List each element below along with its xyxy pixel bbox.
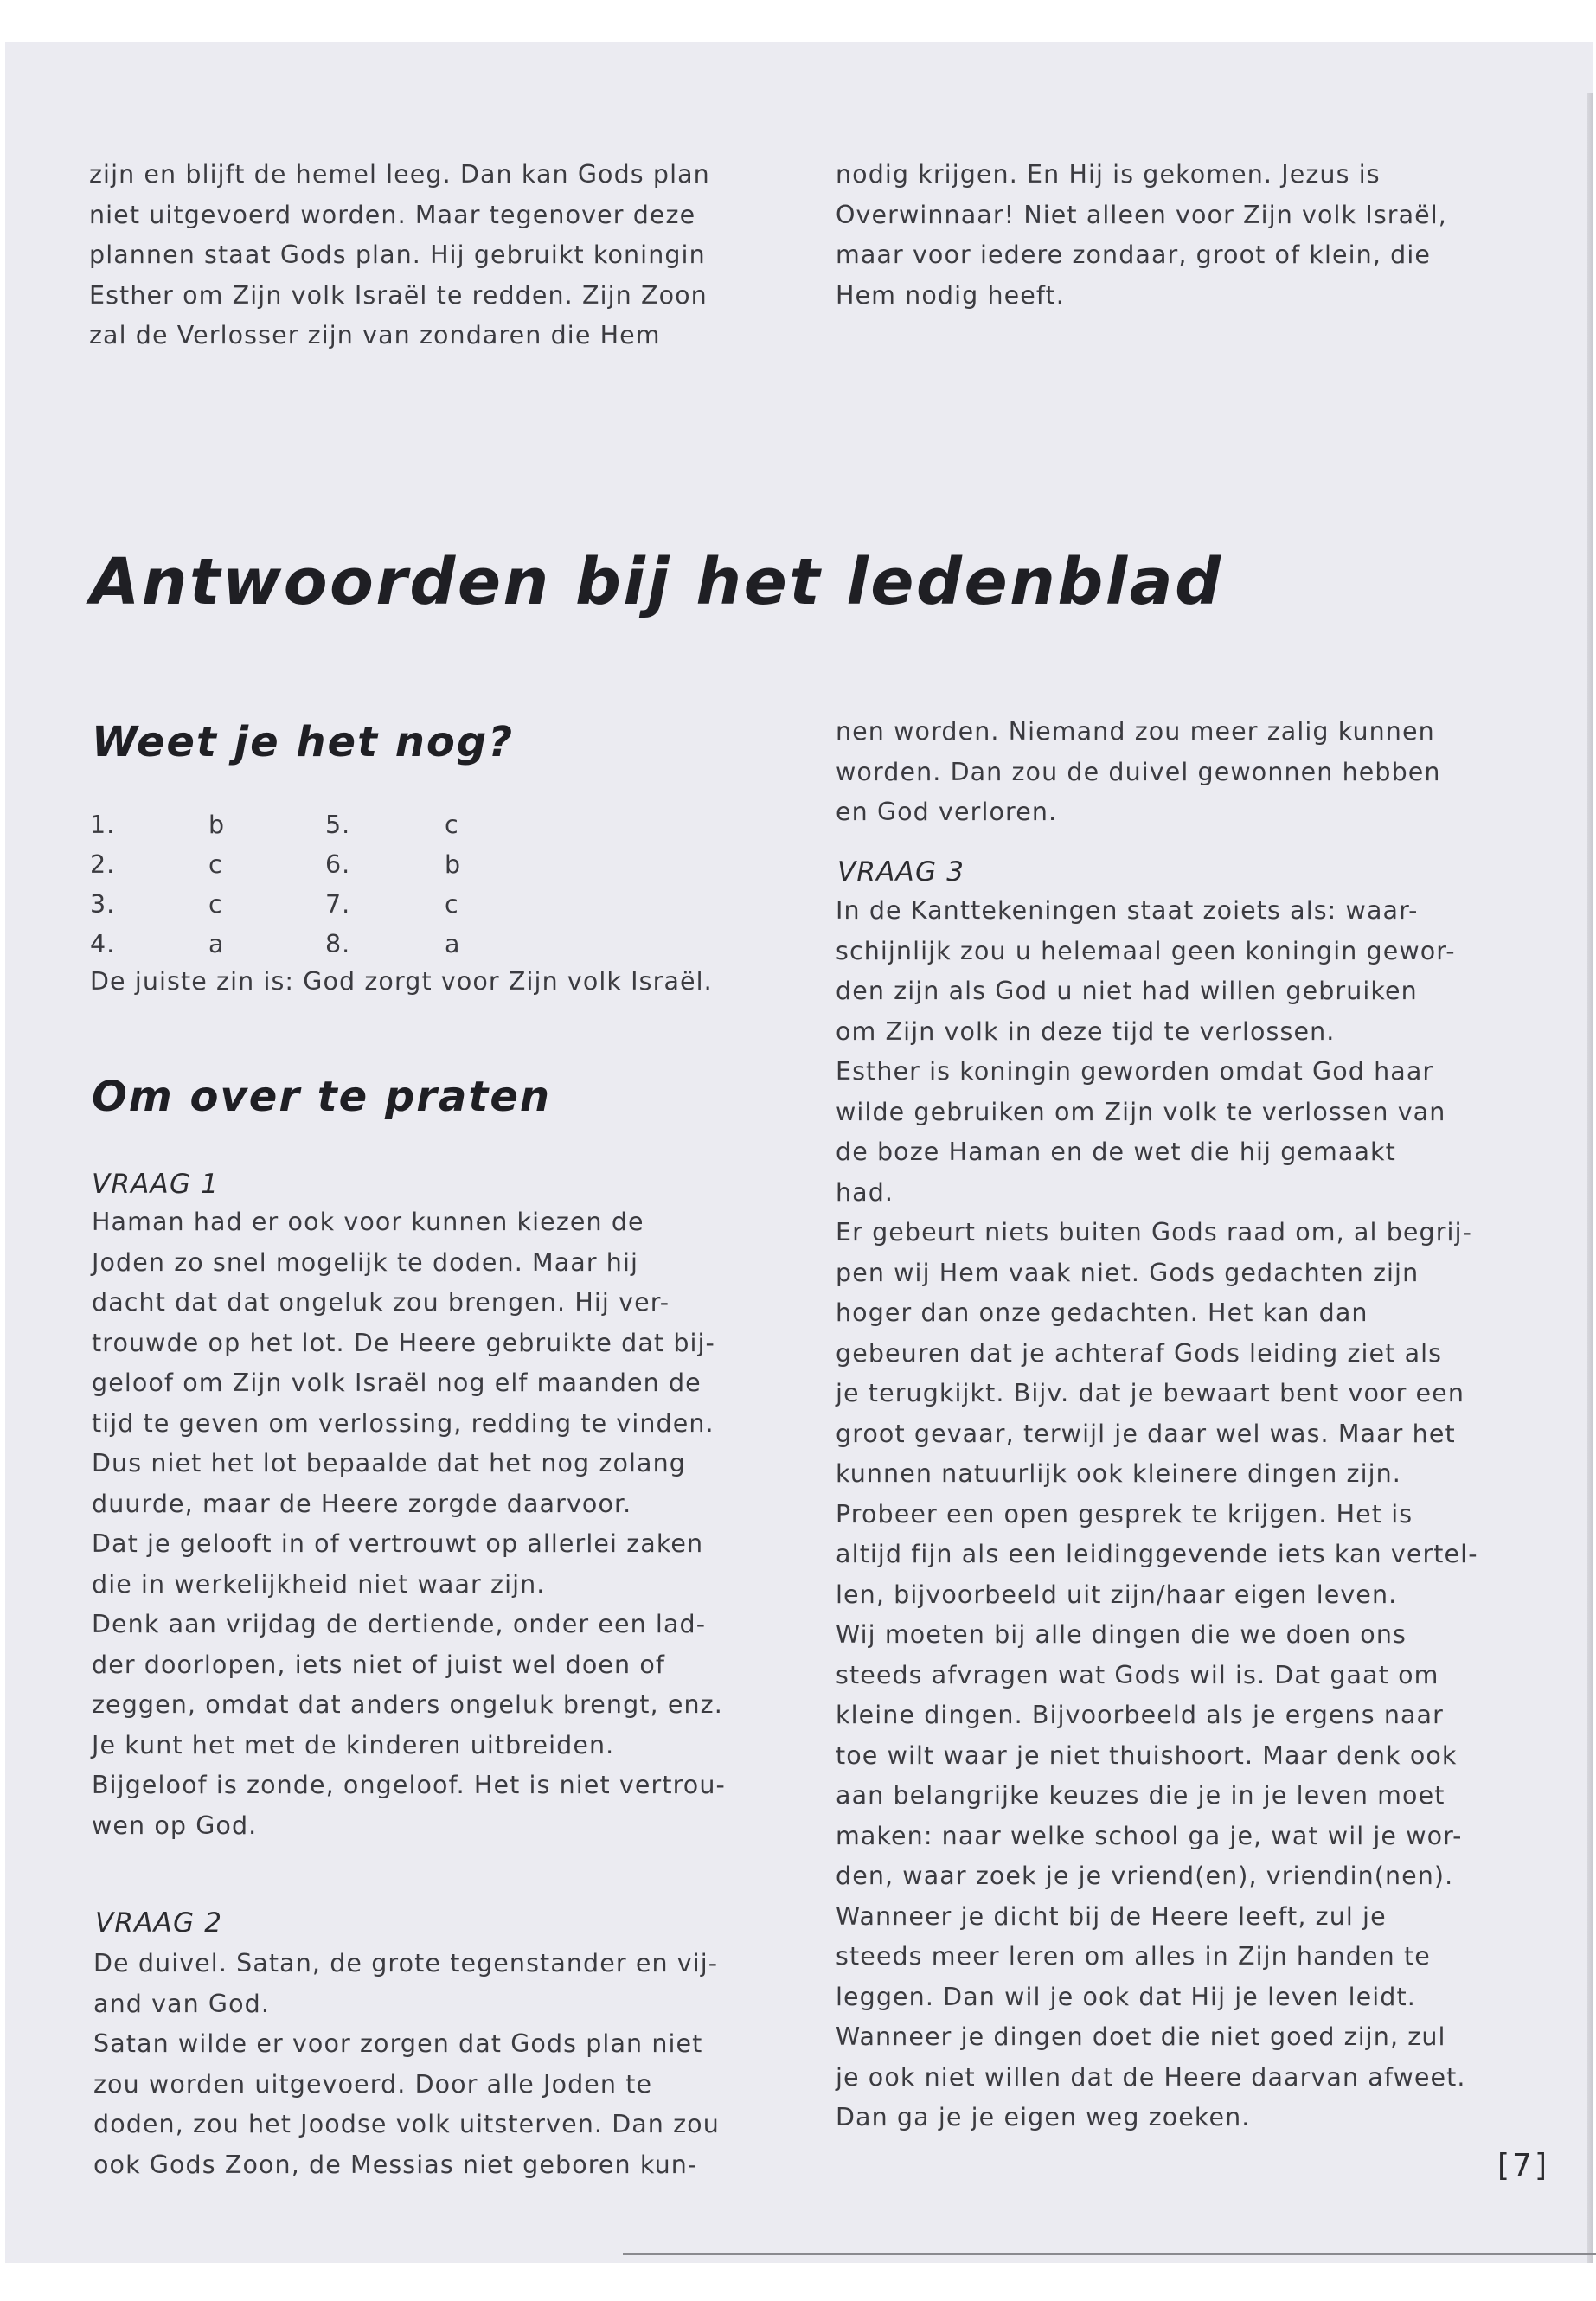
text-line: In de Kanttekeningen staat zoiets als: waar- — [836, 896, 1419, 925]
text-line: dacht dat dat ongeluk zou brengen. Hij ver- — [92, 1288, 670, 1317]
section-title-om-over-te-praten: Om over te praten — [92, 1073, 552, 1121]
vraag3-label: VRAAG 3 — [837, 856, 965, 888]
text-line: zou worden uitgevoerd. Door alle Joden te — [93, 2069, 653, 2099]
text-line: die in werkelijkheid niet waar zijn. — [92, 1569, 546, 1599]
main-title: Antwoorden bij het ledenblad — [90, 545, 1223, 619]
text-line: nodig krijgen. En Hij is gekomen. Jezus is — [836, 160, 1381, 189]
text-line: den, waar zoek je je vriend(en), vriendin(nen). — [836, 1862, 1454, 1890]
text-line: je ook niet willen dat de Heere daarvan afweet. — [836, 2062, 1466, 2092]
page-edge-shadow — [1587, 93, 1593, 2263]
text-line: Denk aan vrijdag de dertiende, onder een lad- — [92, 1610, 707, 1638]
vraag2-text — [93, 1944, 720, 2185]
text-line: Joden zo snel mogelijk te doden. Maar hij — [92, 1247, 639, 1277]
text-line: zal de Verlosser zijn van zondaren die Hem — [89, 321, 661, 349]
text-line: tijd te geven om verlossing, redding te vinden. — [92, 1408, 715, 1438]
text-line: Dat je gelooft in of vertrouwt op allerlei zaken — [92, 1529, 704, 1558]
vraag3-text — [836, 891, 1478, 2138]
text-line: der doorlopen, iets niet of juist wel doen of — [92, 1650, 666, 1679]
text-line: Esther om Zijn volk Israël te redden. Zijn Zoon — [89, 280, 708, 310]
answer-letter: c — [445, 811, 459, 839]
text-line: aan belangrijke keuzes die je in je leven moet — [836, 1781, 1445, 1810]
answer-letter: a — [208, 930, 225, 958]
top-right-text — [836, 155, 1447, 316]
text-line: Probeer een open gesprek te krijgen. Het is — [836, 1499, 1413, 1529]
text-line: len, bijvoorbeeld uit zijn/haar eigen leven. — [836, 1580, 1398, 1609]
text-line: steeds meer leren om alles in Zijn handen te — [836, 1942, 1431, 1971]
text-line: Wij moeten bij alle dingen die we doen ons — [836, 1620, 1407, 1649]
text-line: steeds afvragen wat Gods wil is. Dat gaat om — [836, 1660, 1439, 1689]
text-line: De juiste zin is: God zorgt voor Zijn volk Israël. — [90, 967, 713, 996]
text-line: niet uitgevoerd worden. Maar tegenover deze — [89, 200, 696, 229]
text-line: Bijgeloof is zonde, ongeloof. Het is niet vertrou- — [92, 1771, 726, 1799]
text-line: Je kunt het met de kinderen uitbreiden. — [92, 1730, 615, 1759]
text-line: Overwinnaar! Niet alleen voor Zijn volk Israël, — [836, 200, 1447, 229]
answer-number: 8. — [325, 930, 351, 958]
text-line: en God verloren. — [836, 798, 1058, 826]
text-line: De duivel. Satan, de grote tegenstander en vij- — [93, 1949, 719, 1977]
text-line: ook Gods Zoon, de Messias niet geboren kun- — [93, 2150, 698, 2179]
text-line: toe wilt waar je niet thuishoort. Maar denk ook — [836, 1740, 1458, 1770]
document-page — [5, 42, 1593, 2263]
text-line: den zijn als God u niet had willen gebruiken — [836, 977, 1418, 1005]
text-line: Wanneer je dicht bij de Heere leeft, zul je — [836, 1901, 1387, 1931]
text-line: om Zijn volk in deze tijd te verlossen. — [836, 1016, 1336, 1046]
text-line: Er gebeurt niets buiten Gods raad om, al begrij- — [836, 1218, 1472, 1247]
text-line: had. — [836, 1177, 894, 1207]
text-line: Dan ga je je eigen weg zoeken. — [836, 2103, 1251, 2131]
answer-number: 4. — [90, 930, 116, 958]
answer-number: 5. — [325, 811, 351, 839]
text-line: gebeuren dat je achteraf Gods leiding ziet als — [836, 1338, 1443, 1368]
page-number: [7] — [1497, 2148, 1549, 2183]
text-line: wen op God. — [92, 1811, 258, 1840]
vraag1-label: VRAAG 1 — [92, 1169, 220, 1200]
text-line: hoger dan onze gedachten. Het kan dan — [836, 1298, 1368, 1327]
text-line: zijn en blijft de hemel leeg. Dan kan Gods plan — [89, 160, 710, 189]
answer-number: 2. — [90, 850, 116, 879]
text-line: zeggen, omdat dat anders ongeluk brengt, enz. — [92, 1690, 723, 1719]
text-line: schijnlijk zou u helemaal geen koningin gewor- — [836, 936, 1456, 965]
text-line: pen wij Hem vaak niet. Gods gedachten zijn — [836, 1258, 1420, 1287]
text-line: doden, zou het Joodse volk uitsterven. Dan zou — [93, 2110, 720, 2138]
text-line: Wanneer je dingen doet die niet goed zijn, zul — [836, 2022, 1446, 2051]
text-line: and van God. — [93, 1989, 271, 2018]
answer-number: 6. — [325, 850, 351, 879]
answer-letter: c — [208, 850, 223, 879]
text-line: je terugkijkt. Bijv. dat je bewaart bent voor een — [836, 1379, 1465, 1407]
text-line: kunnen natuurlijk ook kleinere dingen zijn. — [836, 1459, 1401, 1488]
text-line: Hem nodig heeft. — [836, 280, 1065, 310]
text-line: Esther is koningin geworden omdat God haar — [836, 1057, 1434, 1086]
answer-number: 3. — [90, 890, 116, 919]
answer-letter: c — [445, 890, 459, 919]
text-line: nen worden. Niemand zou meer zalig kunnen — [836, 717, 1435, 746]
text-line: altijd fijn als een leidinggevende iets kan vertel- — [836, 1540, 1478, 1568]
correct-sentence — [90, 962, 713, 1003]
answer-letter: c — [208, 890, 223, 919]
text-line: geloof om Zijn volk Israël nog elf maanden de — [92, 1368, 702, 1397]
text-line: maken: naar welke school ga je, wat wil je wor- — [836, 1821, 1463, 1850]
vraag2-label: VRAAG 2 — [95, 1907, 223, 1939]
right-continuation-text — [836, 712, 1441, 833]
bottom-rule — [623, 2253, 1596, 2255]
section-title-weet-je-het-nog: Weet je het nog? — [92, 718, 515, 766]
text-line: duurde, maar de Heere zorgde daarvoor. — [92, 1489, 632, 1518]
text-line: Haman had er ook voor kunnen kiezen de — [92, 1208, 644, 1236]
text-line: wilde gebruiken om Zijn volk te verlossen van — [836, 1097, 1446, 1126]
text-line: maar voor iedere zondaar, groot of klein, die — [836, 240, 1431, 269]
text-line: kleine dingen. Bijvoorbeeld als je ergens naar — [836, 1701, 1444, 1729]
vraag1-text — [92, 1202, 726, 1846]
text-line: groot gevaar, terwijl je daar wel was. Maar het — [836, 1419, 1456, 1448]
text-line: Dus niet het lot bepaalde dat het nog zolang — [92, 1449, 686, 1477]
text-line: Satan wilde er voor zorgen dat Gods plan niet — [93, 2029, 703, 2058]
text-line: leggen. Dan wil je ook dat Hij je leven leidt. — [836, 1982, 1416, 2011]
text-line: plannen staat Gods plan. Hij gebruikt koningin — [89, 240, 706, 269]
answer-letter: b — [445, 850, 462, 879]
answer-number: 7. — [325, 890, 351, 919]
top-left-text — [89, 155, 710, 356]
text-line: worden. Dan zou de duivel gewonnen hebben — [836, 757, 1441, 786]
answer-number: 1. — [90, 811, 116, 839]
answer-letter: a — [445, 930, 461, 958]
text-line: trouwde op het lot. De Heere gebruikte dat bij- — [92, 1328, 715, 1357]
text-line: de boze Haman en de wet die hij gemaakt — [836, 1138, 1396, 1166]
answer-letter: b — [208, 811, 226, 839]
